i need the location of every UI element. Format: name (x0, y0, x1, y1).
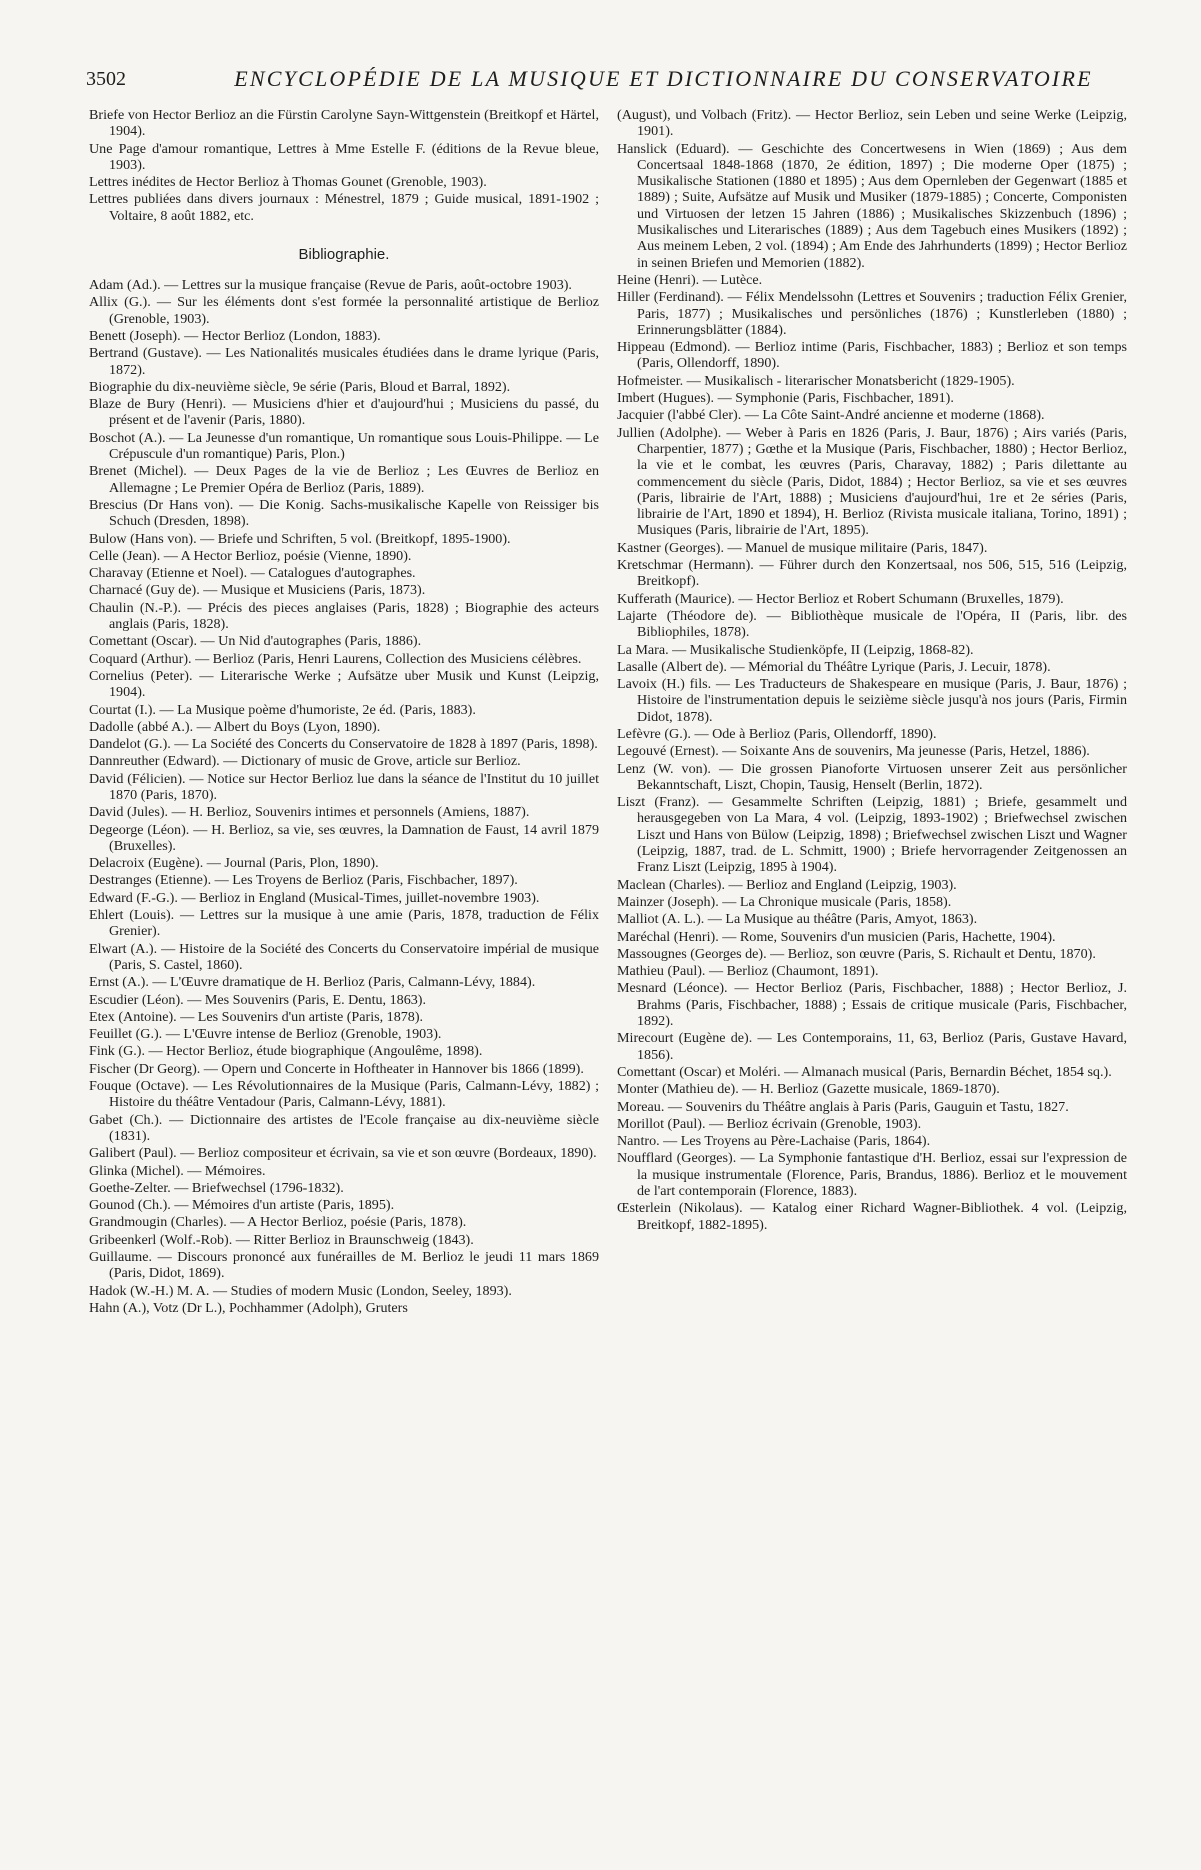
letters-entry: Lettres inédites de Hector Berlioz à Thomas Gounet (Grenoble, 1903). (89, 174, 487, 191)
bibliography-entry: Kastner (Georges). — Manuel de musique militaire (Paris, 1847). (617, 539, 988, 556)
bibliography-entry: Etex (Antoine). — Les Souvenirs d'un artiste (Paris, 1878). (89, 1008, 424, 1025)
bibliography-entry: Brescius (Dr Hans von). — Die Konig. Sachs-musikalische Kapelle von Reissiger bis Schuch (Dresden, 1898). (89, 496, 599, 530)
bibliography-entry: Benett (Joseph). — Hector Berlioz (London, 1883). (89, 327, 381, 344)
running-title: ENCYCLOPÉDIE DE LA MUSIQUE ET DICTIONNAIRE DU CONSERVATOIRE (234, 66, 1093, 91)
bibliography-entry: Heine (Henri). — Lutèce. (617, 271, 763, 288)
bibliography-entry: Boschot (A.). — La Jeunesse d'un romantique, Un romantique sous Louis-Philippe. — Le Crépuscule d'un romantique) Paris, Plon.) (89, 429, 599, 463)
bibliography-entry: Delacroix (Eugène). — Journal (Paris, Plon, 1890). (89, 855, 379, 872)
bibliography-entry: Malliot (A. L.). — La Musique au théâtre (Paris, Amyot, 1863). (617, 911, 978, 928)
bibliography-entry: Coquard (Arthur). — Berlioz (Paris, Henri Laurens, Collection des Musiciens célèbres. (89, 650, 582, 667)
letters-entry: Une Page d'amour romantique, Lettres à Mme Estelle F. (éditions de la Revue bleue, 1903). (89, 140, 599, 173)
bibliography-entry: Blaze de Bury (Henri). — Musiciens d'hier et d'aujourd'hui ; Musiciens du passé, du présent et de l'avenir (Paris, 1880). (89, 396, 599, 429)
bibliography-entry: Fischer (Dr Georg). — Opern und Concerte in Hoftheater in Hannover bis 1866 (1899). (89, 1060, 584, 1077)
bibliography-entry: Hofmeister. — Musikalisch - literarischer Monatsbericht (1829-1905). (617, 372, 1015, 389)
bibliography-entry: Courtat (I.). — La Musique poème d'humoriste, 2e éd. (Paris, 1883). (89, 701, 476, 718)
bibliography-entry: Ehlert (Louis). — Lettres sur la musique à une amie (Paris, 1878, traduction de Félix Grenier). (89, 907, 599, 940)
bibliography-entry: Degeorge (Léon). — H. Berlioz, sa vie, ses œuvres, la Damnation de Faust, 14 avril 1879 (Bruxelles). (89, 821, 599, 854)
bibliography-entry: Hanslick (Eduard). — Geschichte des Concertwesens in Wien (1869) ; Aus dem Concertsaal 1848-1868 (1870, 2e édition, 1897) ; Die moderne Oper (1875) ; Musikalische Stationen (1880 et 1895) ; Aus dem Opernleben der Gegenwart (1885 et 1889) ; Suite, Aufsätze auf Musik und Musiker (1879-1885) ; Concerte, Componisten und Virtuosen der letzen 15 Jahren (1886) ; Musikalisches Skizzenbuch (1896) ; Musikalisches und Literarisches (1889) ; Aus dem Tagebuch eines Musikers (1892) ; Aus meinem Leben, 2 vol. (1894) ; Am Ende des Jahrhunderts (1899) ; Hector Berlioz in seinen Briefen und Memorien (1882). (617, 140, 1127, 271)
right-column (617, 107, 1127, 1234)
bibliography-entry: Lajarte (Théodore de). — Bibliothèque musicale de l'Opéra, II (Paris, libr. des Bibliophiles, 1878). (617, 607, 1127, 641)
bibliography-entry: Jacquier (l'abbé Cler). — La Côte Saint-André ancienne et moderne (1868). (617, 407, 1045, 424)
bibliography-list-left (89, 277, 599, 1316)
bibliography-entry: Mesnard (Léonce). — Hector Berlioz (Paris, Fischbacher, 1888) ; Hector Berlioz, J. Brahms (Paris, Fischbacher, 1888) ; Essais de critique musicale (Paris, Fischbacher, 1892). (617, 980, 1127, 1030)
bibliography-entry: Cornelius (Peter). — Literarische Werke ; Aufsätze uber Musik und Kunst (Leipzig, 1904). (89, 667, 599, 701)
left-column (89, 107, 599, 1317)
bibliography-entry: Gribeenkerl (Wolf.-Rob). — Ritter Berlioz in Braunschweig (1843). (89, 1231, 474, 1248)
bibliography-entry: Massougnes (Georges de). — Berlioz, son œuvre (Paris, S. Richault et Dentu, 1870). (617, 945, 1096, 962)
bibliography-entry: Dannreuther (Edward). — Dictionary of music de Grove, article sur Berlioz. (89, 753, 521, 770)
bibliography-entry: Mainzer (Joseph). — La Chronique musicale (Paris, 1858). (617, 893, 952, 910)
bibliography-entry: Fink (G.). — Hector Berlioz, étude biographique (Angoulême, 1898). (89, 1043, 483, 1060)
bibliography-entry: Comettant (Oscar) et Moléri. — Almanach musical (Paris, Bernardin Béchet, 1854 sq.). (617, 1063, 1112, 1080)
bibliography-entry: Bulow (Hans von). — Briefe und Schriften, 5 vol. (Breitkopf, 1895-1900). (89, 530, 511, 547)
bibliography-entry: Hahn (A.), Votz (Dr L.), Pochhammer (Adolph), Gruters (89, 1299, 408, 1316)
letters-entry: Briefe von Hector Berlioz an die Fürstin Carolyne Sayn-Wittgenstein (Breitkopf et Härtel, 1904). (89, 107, 599, 140)
bibliography-entry: Guillaume. — Discours prononcé aux funérailles de M. Berlioz le jeudi 11 mars 1869 (Paris, Didot, 1869). (89, 1249, 599, 1282)
bibliography-entry: Œsterlein (Nikolaus). — Katalog einer Richard Wagner-Bibliothek. 4 vol. (Leipzig, Breitkopf, 1882-1895). (617, 1200, 1127, 1233)
section-heading: Bibliographie. (298, 246, 390, 264)
bibliography-entry: Gounod (Ch.). — Mémoires d'un artiste (Paris, 1895). (89, 1197, 395, 1214)
bibliography-entry: La Mara. — Musikalische Studienköpfe, II (Leipzig, 1868-82). (617, 641, 974, 658)
bibliography-entry: Jullien (Adolphe). — Weber à Paris en 1826 (Paris, J. Baur, 1876) ; Airs variés (Paris, Charpentier, 1877) ; Gœthe et la Musique (Paris, Fischbacher, 1880) ; Hector Berlioz, la vie et le combat, les œuvres (Paris, Charavay, 1882) ; Paris dilettante au commencement du siècle (Paris, Didot, 1884) ; Hector Berlioz, sa vie et ses œuvres (Paris, librairie de l'Art, 1888) ; Musiciens d'aujourd'hui, 1re et 2e séries (Paris, librairie de l'Art, 1890 et 1894), H. Berlioz (Rivista musicale italiana, Torino, 1891) ; Musiques (Paris, librairie de l'Art, 1895). (617, 424, 1127, 539)
bibliography-entry: Adam (Ad.). — Lettres sur la musique française (Revue de Paris, août-octobre 1903). (89, 277, 572, 294)
bibliography-entry: Feuillet (G.). — L'Œuvre intense de Berlioz (Grenoble, 1903). (89, 1026, 442, 1043)
bibliography-entry: Celle (Jean). — A Hector Berlioz, poésie (Vienne, 1890). (89, 547, 412, 564)
bibliography-entry: Edward (F.-G.). — Berlioz in England (Musical-Times, juillet-novembre 1903). (89, 889, 540, 906)
bibliography-entry: Goethe-Zelter. — Briefwechsel (1796-1832). (89, 1179, 344, 1196)
bibliography-entry: David (Félicien). — Notice sur Hector Berlioz lue dans la séance de l'Institut du 10 juillet 1870 (Paris, 1870). (89, 770, 599, 803)
page-header (86, 62, 1121, 96)
bibliography-entry: Comettant (Oscar). — Un Nid d'autographes (Paris, 1886). (89, 633, 422, 650)
bibliography-entry: Moreau. — Souvenirs du Théâtre anglais à Paris (Paris, Gauguin et Tastu, 1827. (617, 1098, 1069, 1115)
bibliography-entry: Chaulin (N.-P.). — Précis des pieces anglaises (Paris, 1828) ; Biographie des acteurs anglais (Paris, 1828). (89, 599, 599, 633)
bibliography-entry: Lasalle (Albert de). — Mémorial du Théâtre Lyrique (Paris, J. Lecuir, 1878). (617, 658, 1051, 675)
bibliography-entry: Biographie du dix-neuvième siècle, 9e série (Paris, Bloud et Barral, 1892). (89, 378, 511, 395)
bibliography-entry: Maréchal (Henri). — Rome, Souvenirs d'un musicien (Paris, Hachette, 1904). (617, 928, 1056, 945)
bibliography-entry: Fouque (Octave). — Les Révolutionnaires de la Musique (Paris, Calmann-Lévy, 1882) ; Histoire du théâtre Ventadour (Paris, Calmann-Lévy, 1881). (89, 1078, 599, 1111)
bibliography-entry: Hiller (Ferdinand). — Félix Mendelssohn (Lettres et Souvenirs ; traduction Félix Grenier, Paris, 1877) ; Musikalisches und persönliches (1876) ; Kunstlerleben (1880) ; Erinnerungsblätter (1884). (617, 289, 1127, 338)
bibliography-entry: Grandmougin (Charles). — A Hector Berlioz, poésie (Paris, 1878). (89, 1214, 467, 1231)
bibliography-entry: Kufferath (Maurice). — Hector Berlioz et Robert Schumann (Bruxelles, 1879). (617, 590, 1064, 607)
letters-entry: Lettres publiées dans divers journaux : Ménestrel, 1879 ; Guide musical, 1891-1902 ; Voltaire, 8 août 1882, etc. (89, 191, 599, 224)
bibliography-entry: Noufflard (Georges). — La Symphonie fantastique d'H. Berlioz, essai sur l'expression de la musique instrumentale (Florence, Paris, Brandus, 1886). Berlioz et le mouvement de l'art contemporain (Florence, 1883). (617, 1150, 1127, 1199)
bibliography-entry: Dadolle (abbé A.). — Albert du Boys (Lyon, 1890). (89, 718, 381, 735)
bibliography-entry: Legouvé (Ernest). — Soixante Ans de souvenirs, Ma jeunesse (Paris, Hetzel, 1886). (617, 743, 1090, 760)
bibliography-list-right (617, 107, 1127, 1233)
bibliography-entry: Lenz (W. von). — Die grossen Pianoforte Virtuosen unserer Zeit aus persönlicher Bekanntschaft, Liszt, Chopin, Tausig, Henselt (Berlin, 1872). (617, 760, 1127, 793)
bibliography-entry: Mathieu (Paul). — Berlioz (Chaumont, 1891). (617, 963, 879, 980)
bibliography-entry: Escudier (Léon). — Mes Souvenirs (Paris, E. Dentu, 1863). (89, 991, 427, 1008)
bibliography-entry: Hippeau (Edmond). — Berlioz intime (Paris, Fischbacher, 1883) ; Berlioz et son temps (Paris, Ollendorff, 1890). (617, 339, 1127, 372)
bibliography-entry: Allix (G.). — Sur les éléments dont s'est formée la personnalité artistique de Berlioz (Grenoble, 1903). (89, 294, 599, 327)
bibliography-entry: Imbert (Hugues). — Symphonie (Paris, Fischbacher, 1891). (617, 390, 954, 407)
bibliography-entry: Brenet (Michel). — Deux Pages de la vie de Berlioz ; Les Œuvres de Berlioz en Allemagne ; Le Premier Opéra de Berlioz (Paris, 1889). (89, 463, 599, 496)
bibliography-entry: Glinka (Michel). — Mémoires. (89, 1162, 266, 1179)
bibliography-entry: Bertrand (Gustave). — Les Nationalités musicales étudiées dans le drame lyrique (Paris, 1872). (89, 345, 599, 378)
bibliography-entry: Monter (Mathieu de). — H. Berlioz (Gazette musicale, 1869-1870). (617, 1081, 1000, 1098)
bibliography-entry: Charavay (Etienne et Noel). — Catalogues d'autographes. (89, 565, 416, 582)
bibliography-entry: (August), und Volbach (Fritz). — Hector Berlioz, sein Leben und seine Werke (Leipzig, 1901). (617, 107, 1127, 140)
bibliography-entry: Mirecourt (Eugène de). — Les Contemporains, 11, 63, Berlioz (Paris, Gustave Havard, 1856). (617, 1030, 1127, 1063)
bibliography-entry: Kretschmar (Hermann). — Führer durch den Konzertsaal, nos 506, 515, 516 (Leipzig, Breitkopf). (617, 557, 1127, 590)
bibliography-entry: Liszt (Franz). — Gesammelte Schriften (Leipzig, 1881) ; Briefe, gesammelt und herausgegeben von La Mara, 4 vol. (Leipzig, 1893-1902) ; Briefwechsel zwischen Liszt und Hans von Bülow (Leipzig, 1898) ; Briefwechsel zwischen Liszt und Wagner (Leipzig, 1887, trad. de L. Schmitt, 1900) ; Briefe hervorragender Zeitgenossen an Franz Liszt (Leipzig, 1895 à 1904). (617, 794, 1127, 876)
bibliography-entry: Charnacé (Guy de). — Musique et Musiciens (Paris, 1873). (89, 582, 426, 599)
bibliography-entry: Maclean (Charles). — Berlioz and England (Leipzig, 1903). (617, 876, 957, 893)
bibliography-entry: Lefèvre (G.). — Ode à Berlioz (Paris, Ollendorff, 1890). (617, 725, 937, 742)
bibliography-entry: Hadok (W.-H.) M. A. — Studies of modern Music (London, Seeley, 1893). (89, 1282, 512, 1299)
bibliography-entry: David (Jules). — H. Berlioz, Souvenirs intimes et personnels (Amiens, 1887). (89, 804, 530, 821)
bibliography-entry: Gabet (Ch.). — Dictionnaire des artistes de l'Ecole française au dix-neuvième siècle (1831). (89, 1111, 599, 1144)
bibliography-entry: Ernst (A.). — L'Œuvre dramatique de H. Berlioz (Paris, Calmann-Lévy, 1884). (89, 974, 536, 991)
bibliography-entry: Dandelot (G.). — La Société des Concerts du Conservatoire de 1828 à 1897 (Paris, 1898). (89, 736, 598, 753)
bibliography-entry: Lavoix (H.) fils. — Les Traducteurs de Shakespeare en musique (Paris, J. Baur, 1876) ; Histoire de l'instrumentation depuis le seizième siècle jusqu'à nos jours (Paris, Firmin Didot, 1878). (617, 676, 1127, 725)
bibliography-entry: Destranges (Etienne). — Les Troyens de Berlioz (Paris, Fischbacher, 1897). (89, 872, 518, 889)
page-number: 3502 (86, 68, 126, 90)
bibliography-entry: Elwart (A.). — Histoire de la Société des Concerts du Conservatoire impérial de musique (Paris, S. Castel, 1860). (89, 940, 599, 973)
bibliography-entry: Morillot (Paul). — Berlioz écrivain (Grenoble, 1903). (617, 1115, 922, 1132)
bibliography-entry: Galibert (Paul). — Berlioz compositeur et écrivain, sa vie et son œuvre (Bordeaux, 1890). (89, 1145, 597, 1162)
intro-list (89, 107, 599, 224)
bibliography-entry: Nantro. — Les Troyens au Père-Lachaise (Paris, 1864). (617, 1133, 931, 1150)
